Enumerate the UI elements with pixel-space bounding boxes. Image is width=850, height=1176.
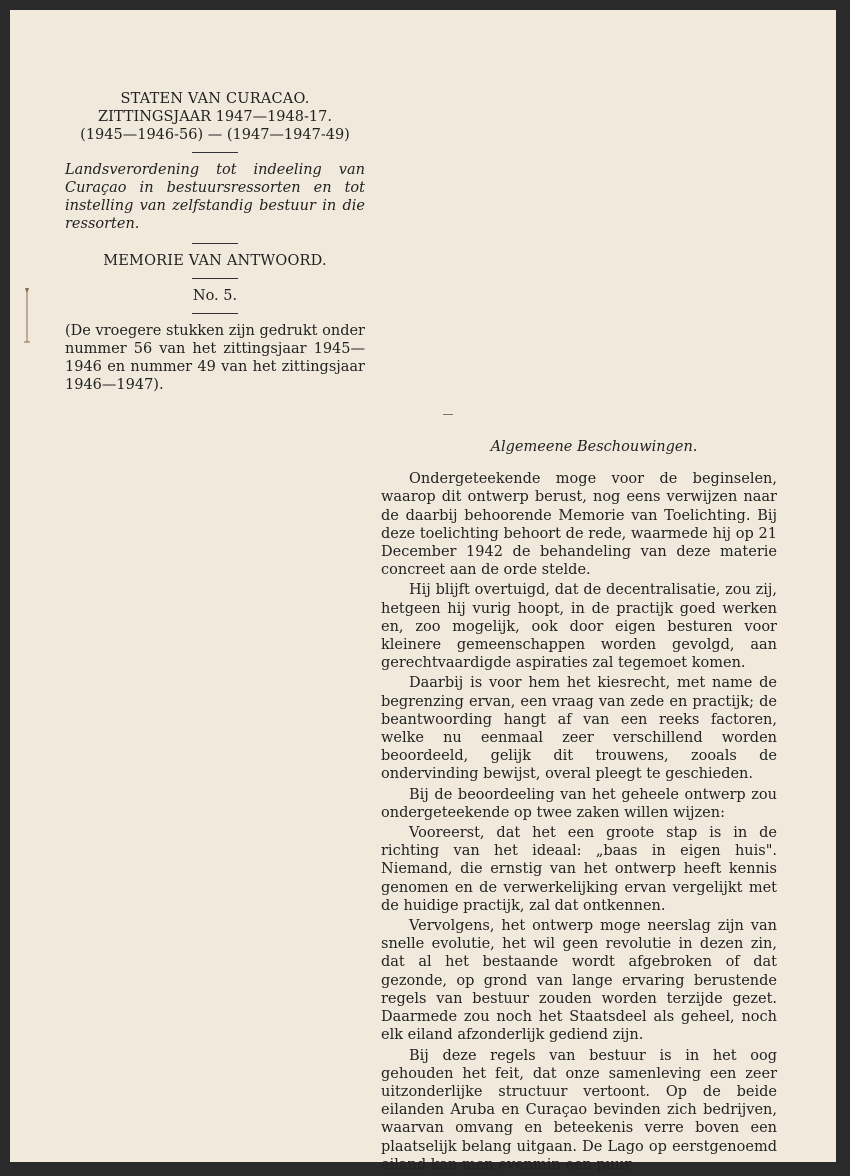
document-subject: Landsverordening tot indeeling van Curaçao in bestuursressorten en tot instelling van zelfstandig bestuur in die ressorten. [65, 162, 365, 232]
body-column [381, 438, 777, 1176]
divider [192, 243, 238, 244]
divider [192, 278, 238, 279]
paragraph: Bij de beoordeeling van het geheele ontwerp zou ondergeteekende op twee zaken willen wijzen: [381, 786, 777, 821]
header-line-1: STATEN VAN CURACAO. [120, 91, 310, 107]
dash-mark [443, 414, 453, 415]
header-column [65, 90, 365, 394]
paragraph: Hij blijft overtuigd, dat de decentralisatie, zou zij, hetgeen hij vurig hoopt, in de practijk goed werken en, zoo mogelijk, ook door eigen besturen voor kleinere gemeenschappen worden gevolgd, aan gerechtvaardigde aspiraties zal tegemoet komen. [381, 582, 777, 672]
document-type: MEMORIE VAN ANTWOORD. [103, 253, 327, 269]
divider [192, 152, 238, 153]
paragraph: Vooreerst, dat het een groote stap is in de richting van het ideaal: „baas in eigen huis". Niemand, die ernstig van het ontwerp heeft kennis genomen en de verwerkelijking ervan vergelijkt met de huidige practijk, zal dat ontkennen. [381, 825, 777, 914]
paragraph: Vervolgens, het ontwerp moge neerslag zijn van snelle evolutie, het wil geen revolutie in dezen zin, dat al het bestaande wordt afgebroken of dat gezonde, op grond van lange ervaring berustende regels van bestuur zouden worden terzijde gezet. Daarmede zou noch het Staatsdeel als geheel, noch elk eiland afzonderlijk gediend zijn. [381, 918, 777, 1044]
document-page [10, 10, 836, 1173]
header-line-2: ZITTINGSJAAR 1947—1948-17. [98, 109, 332, 125]
header-line-3: (1945—1946-56) — (1947—1947-49) [80, 127, 350, 143]
divider [192, 313, 238, 314]
section-title: Algemeene Beschouwingen. [490, 439, 698, 455]
paragraph: Bij deze regels van bestuur is in het oog gehouden het feit, dat onze samenleving een zeer uitzonderlijke structuur vertoont. Op de beide eilanden Aruba en Curaçao bevinden zich bedrijven, waarvan omvang en beteekenis verre boven een plaatselijk belang uitgaan. De Lago op eerstgenoemd eiland kan men evenmin een puur [381, 1047, 777, 1173]
paragraph: Ondergeteekende moge voor de beginselen, waarop dit ontwerp berust, nog eens verwijzen naar de daarbij behoorende Memorie van Toelichting. Bij deze toelichting behoort de rede, waarmede hij op 21 December 1942 de behandeling van deze materie concreet aan de orde stelde. [381, 471, 777, 579]
paragraph: Daarbij is voor hem het kiesrecht, met name de begrenzing ervan, een vraag van zede en practijk; de beantwoording hangt af van een reeks factoren, welke nu eenmaal zeer verschillend worden beoordeeld, gelijk dit trouwens, zooals de ondervinding bewijst, overal pleegt te geschieden. [381, 675, 777, 783]
margin-marks [22, 286, 32, 346]
reference-note: (De vroegere stukken zijn gedrukt onder nummer 56 van het zittingsjaar 1945—1946 en nummer 49 van het zittingsjaar 1946—1947). [65, 323, 365, 393]
document-number: No. 5. [192, 288, 238, 304]
